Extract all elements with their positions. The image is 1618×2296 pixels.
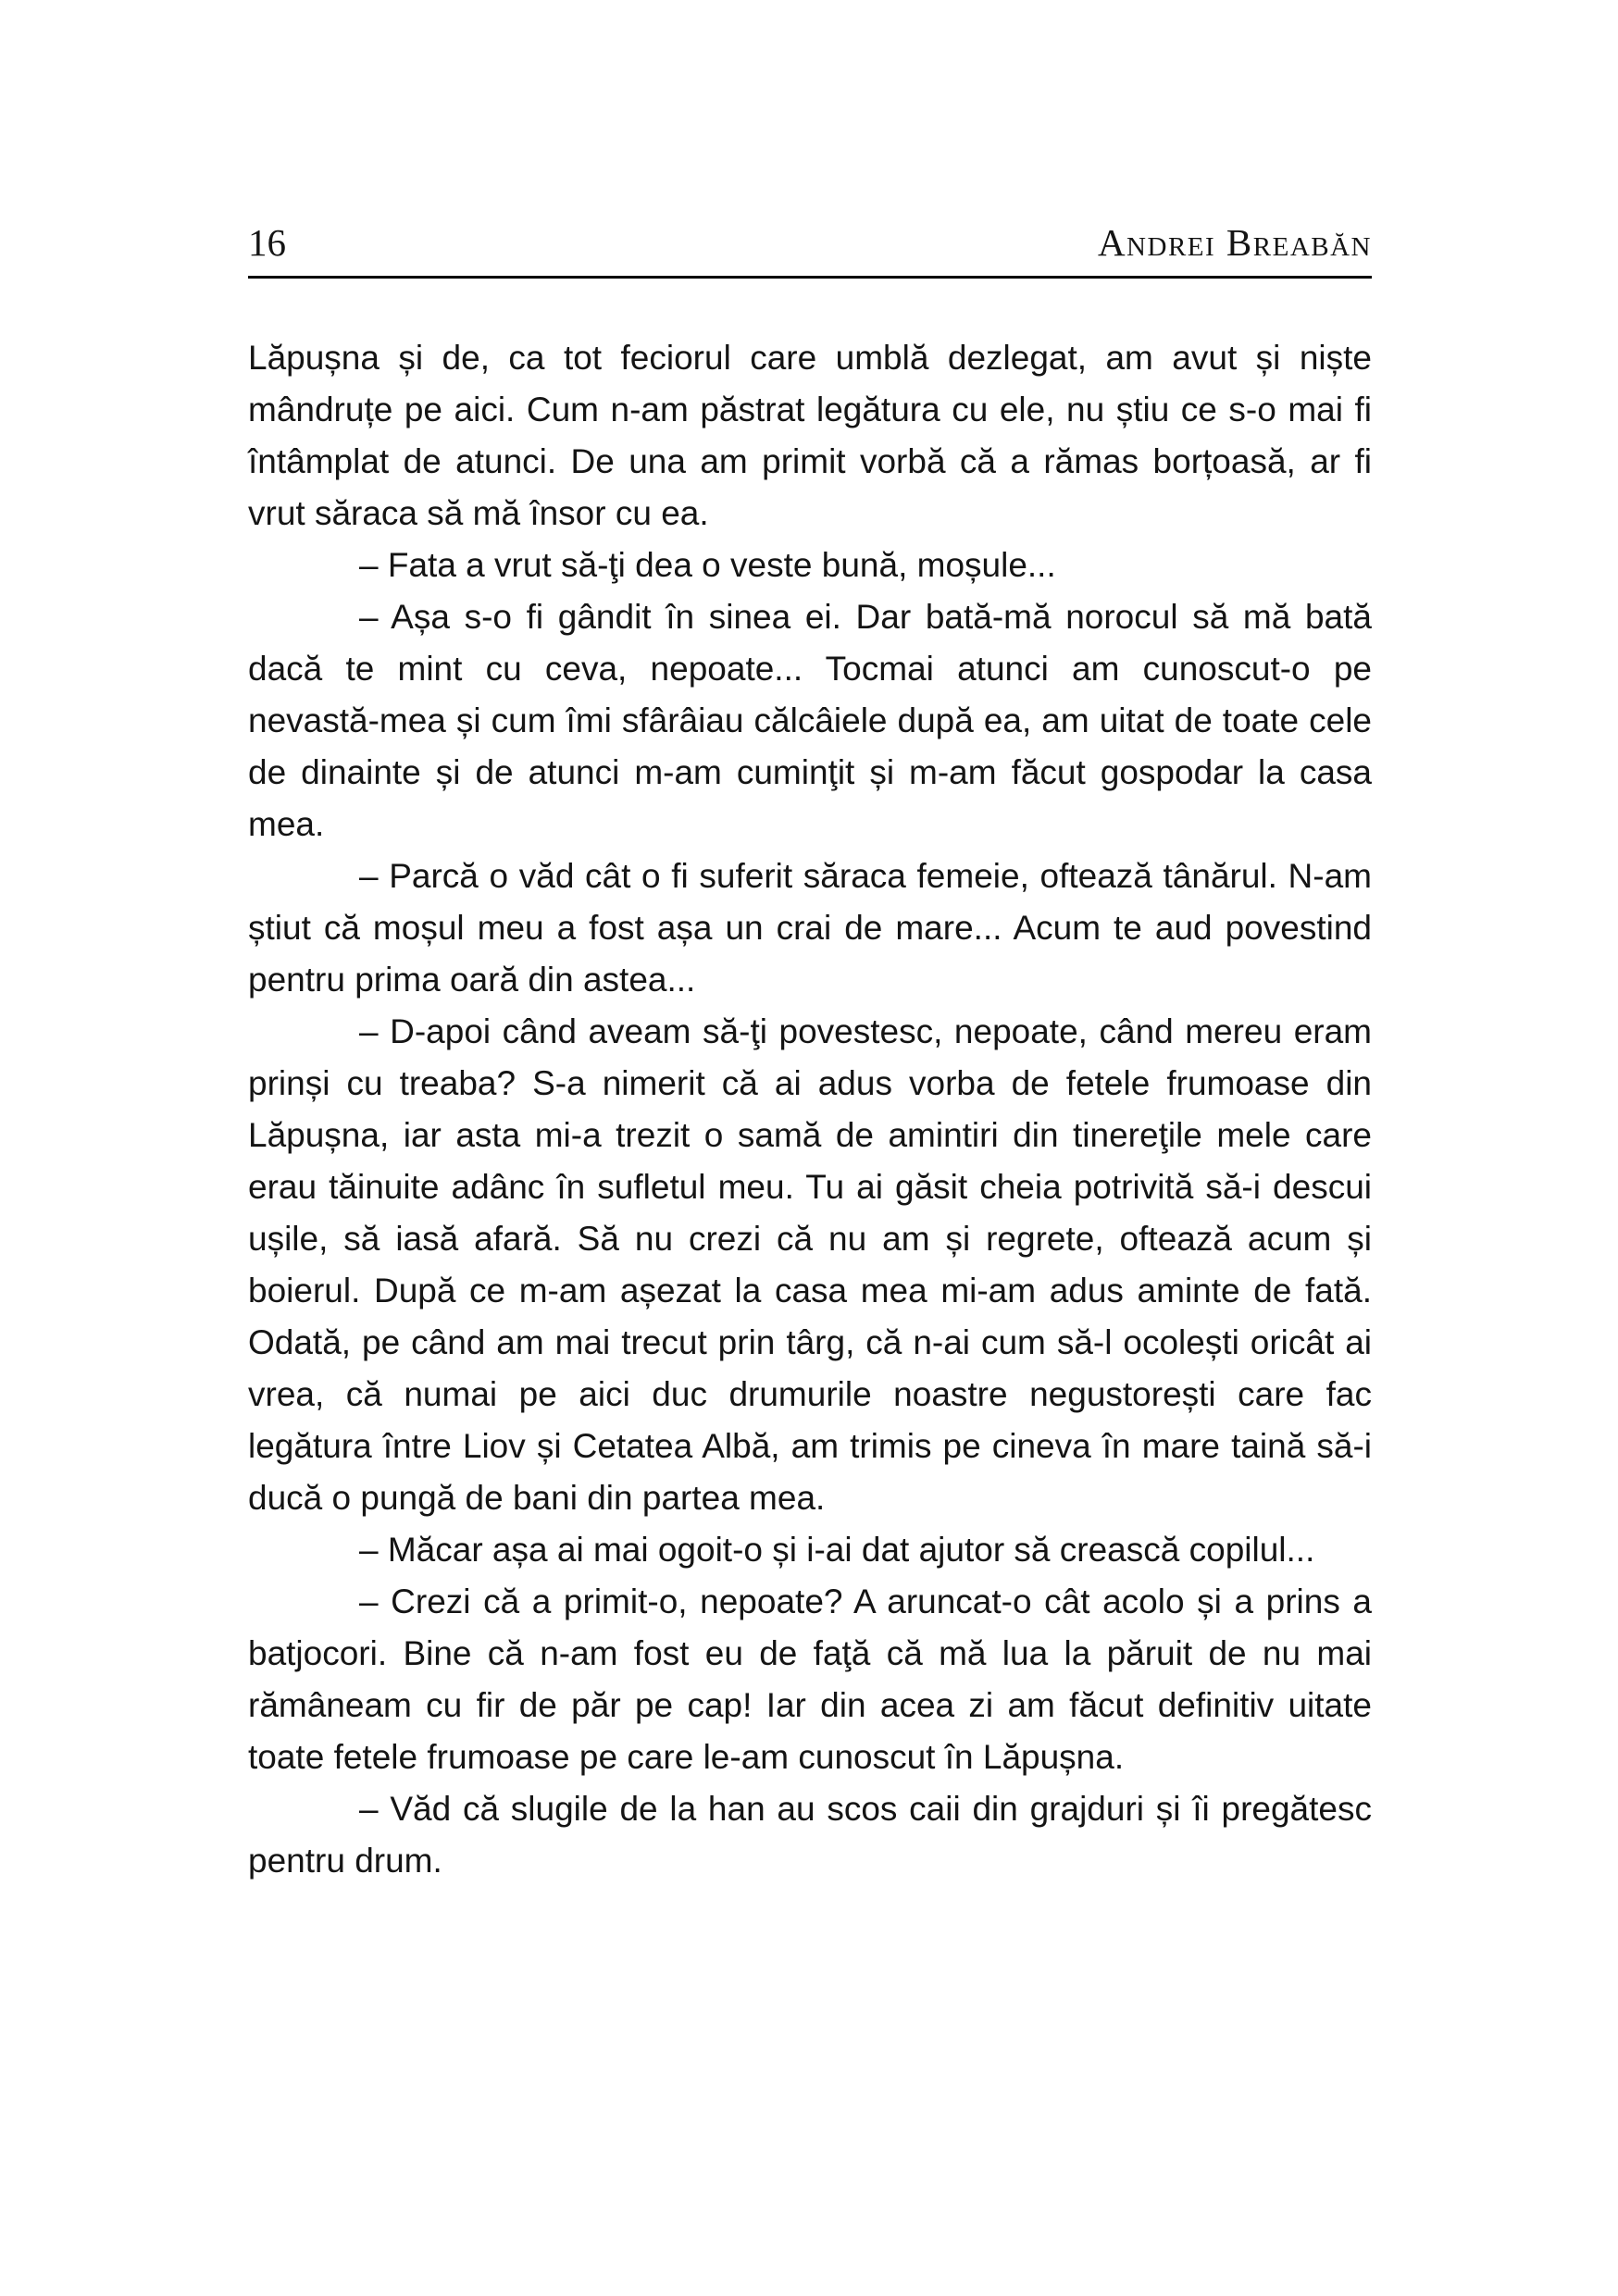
paragraph: – Parcă o văd cât o fi suferit săraca femeie, oftează tânărul. N-am știut că moșul meu a fost așa un crai de mare... Acum te aud povestind pentru prima oară din astea... (248, 857, 1372, 999)
paragraph: – Crezi că a primit-o, nepoate? A aruncat-o cât acolo și a prins a batjocori. Bine că n-am fost eu de faţă că mă lua la păruit de nu mai rămâneam cu fir de păr pe cap! Iar din acea zi am făcut definitiv uitate toate fetele frumoase pe care le-am cunoscut în Lăpușna. (248, 1582, 1372, 1776)
paragraph: – Măcar așa ai mai ogoit-o și i-ai dat ajutor să crească copilul... (359, 1531, 1315, 1569)
page-body (248, 332, 1372, 1887)
paragraph: – D-apoi când aveam să-ţi povestesc, nepoate, când mereu eram prinși cu treaba? S-a nimerit că ai adus vorba de fetele frumoase din Lăpușna, iar asta mi-a trezit o samă de amintiri din tinereţile mele care erau tăinuite adânc în sufletul meu. Tu ai găsit cheia potrivită să-i descui ușile, să iasă afară. Să nu crezi că nu am și regrete, oftează acum și boierul. După ce m-am așezat la casa mea mi-am adus aminte de fată. Odată, pe când am mai trecut prin târg, că n-ai cum să-l ocolești oricât ai vrea, că numai pe aici duc drumurile noastre negustorești care fac legătura între Liov și Cetatea Albă, am trimis pe cineva în mare taină să-i ducă o pungă de bani din partea mea. (248, 1012, 1372, 1517)
paragraph: – Văd că slugile de la han au scos caii din grajduri și îi pregătesc pentru drum. (248, 1790, 1372, 1880)
page-number: 16 (248, 221, 286, 264)
paragraph: Lăpușna și de, ca tot feciorul care umblă dezlegat, am avut și niște mândruțe pe aici. Cum n-am păstrat legătura cu ele, nu știu ce s-o mai fi întâmplat de atunci. De una am primit vorbă că a rămas borțoasă, ar fi vrut săraca să mă însor cu ea. (248, 339, 1372, 532)
page-content (248, 220, 1372, 1887)
paragraph: – Fata a vrut să-ţi dea o veste bună, moșule... (359, 546, 1056, 584)
page-header (248, 220, 1372, 265)
running-header-author: Andrei Breabăn (1097, 221, 1372, 264)
header-rule (248, 276, 1372, 279)
paragraph: – Așa s-o fi gândit în sinea ei. Dar bată-mă norocul să mă bată dacă te mint cu ceva, nepoate... Tocmai atunci am cunoscut-o pe nevastă-mea și cum îmi sfârâiau călcâiele după ea, am uitat de toate cele de dinainte și de atunci m-am cuminţit și m-am făcut gospodar la casa mea. (248, 598, 1372, 843)
